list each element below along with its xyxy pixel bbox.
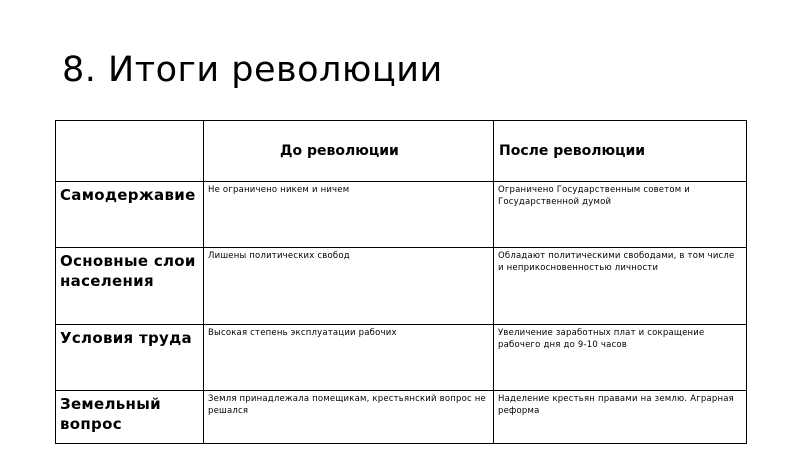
cell-before: Земля принадлежала помещикам, крестьянский вопрос не решался [204, 391, 494, 444]
row-label: Земельный вопрос [56, 391, 204, 444]
cell-after: Ограничено Государственным советом и Государственной думой [494, 182, 747, 248]
revolution-results-table [55, 120, 747, 444]
header-empty [56, 121, 204, 182]
header-after: После революции [494, 121, 747, 182]
cell-after: Обладают политическими свободами, в том числе и неприкосновенностью личности [494, 248, 747, 325]
row-label: Самодержавие [56, 182, 204, 248]
cell-before: Высокая степень эксплуатации рабочих [204, 325, 494, 391]
cell-after: Увеличение заработных плат и сокращение рабочего дня до 9-10 часов [494, 325, 747, 391]
cell-after: Наделение крестьян правами на землю. Аграрная реформа [494, 391, 747, 444]
slide-title: 8. Итоги революции [62, 50, 443, 90]
table-header-row [56, 121, 747, 182]
table-row [56, 325, 747, 391]
table-row [56, 391, 747, 444]
row-label: Основные слои населения [56, 248, 204, 325]
header-before: До революции [204, 121, 494, 182]
table-row [56, 248, 747, 325]
table-row [56, 182, 747, 248]
cell-before: Лишены политических свобод [204, 248, 494, 325]
cell-before: Не ограничено никем и ничем [204, 182, 494, 248]
row-label: Условия труда [56, 325, 204, 391]
